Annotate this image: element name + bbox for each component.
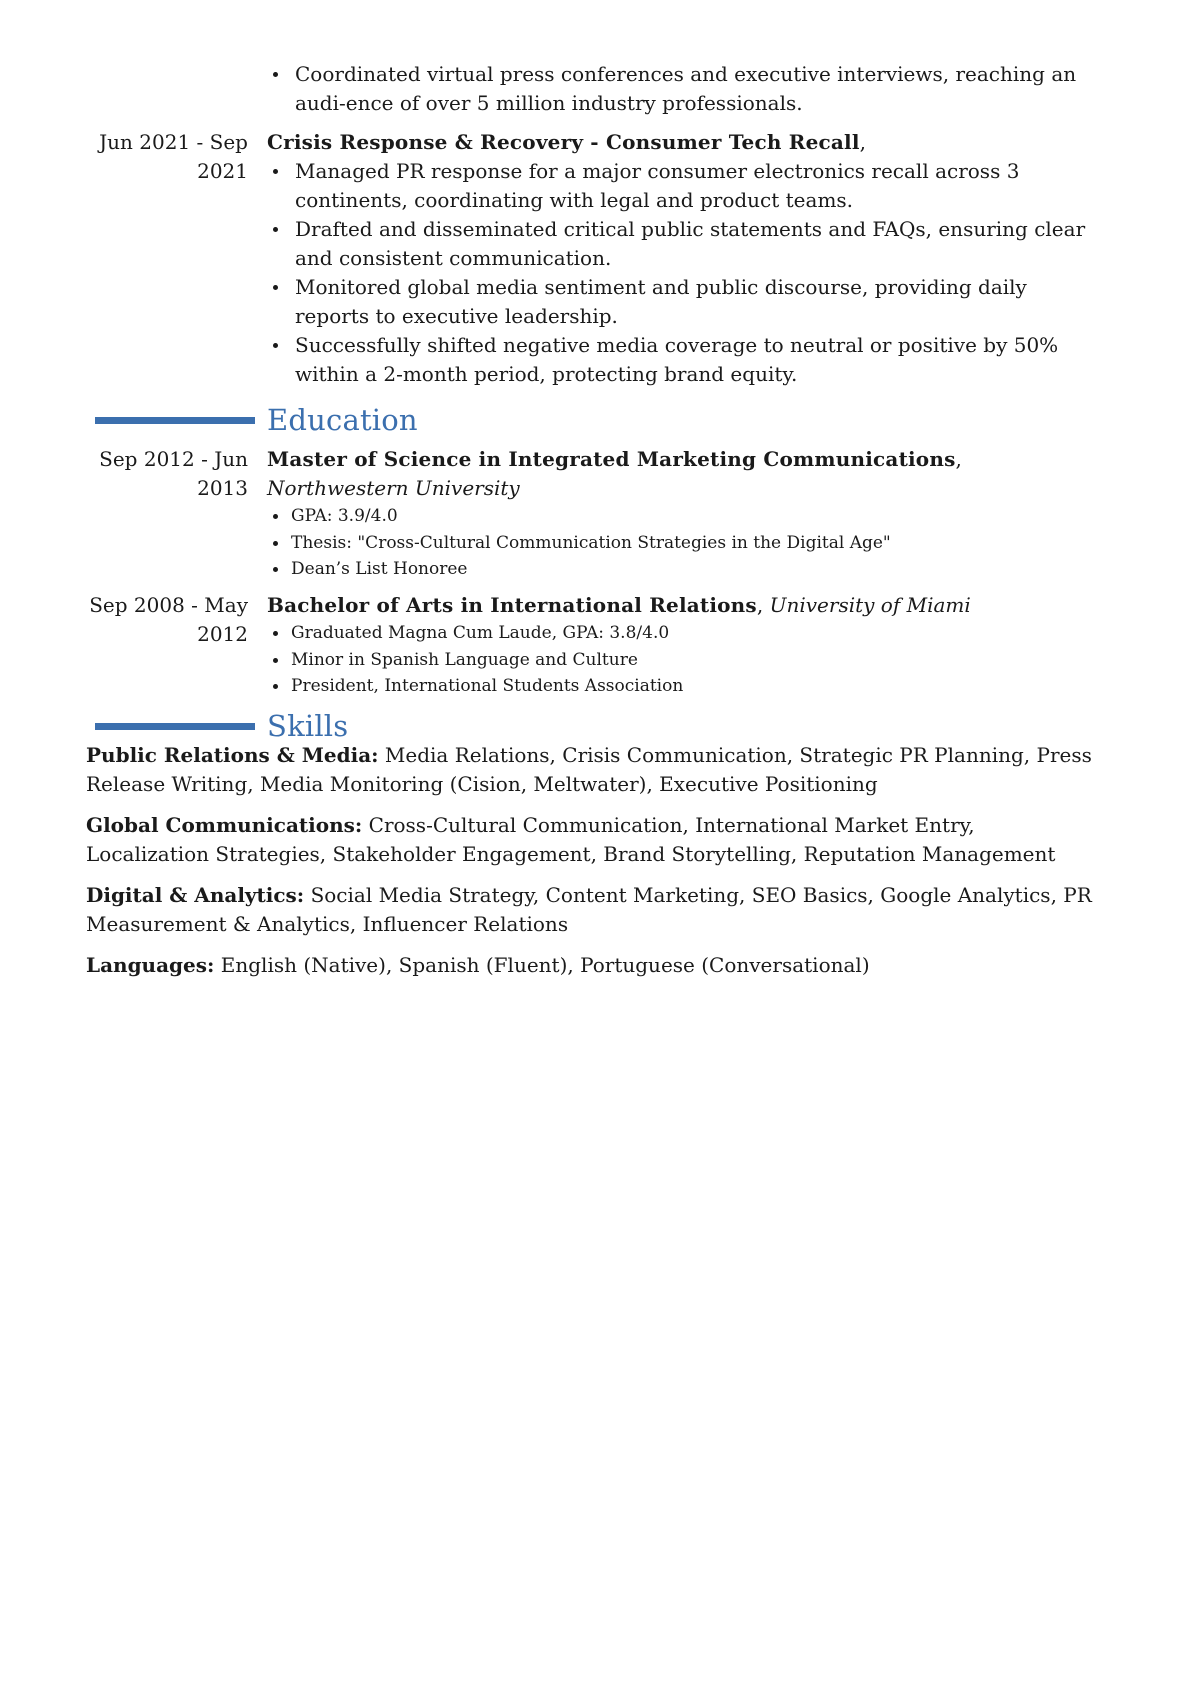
bullet-item: Graduated Magna Cum Laude, GPA: 3.8/4.0 xyxy=(267,620,1107,647)
entry-content xyxy=(267,445,1107,583)
bullet-item: Thesis: "Cross-Cultural Communication Strategies in the Digital Age" xyxy=(267,530,1107,557)
bullet-item: Coordinated virtual press conferences and executive interviews, reaching an audi-ence of over 5 million industry professionals. xyxy=(267,60,1107,118)
skill-item xyxy=(86,881,1096,939)
entry-content xyxy=(267,591,1107,700)
entry-bullets xyxy=(267,620,1107,700)
skill-value: Cross-Cultural Communication, International Market Entry, Localization Strategies, Stakeholder Engagement, Brand Storytelling, Reputation Management xyxy=(86,813,1056,866)
section-accent-bar xyxy=(95,723,255,730)
entry-title: Crisis Response & Recovery - Consumer Tech Recall xyxy=(267,130,860,154)
skill-item xyxy=(86,741,1096,799)
bullet-item: GPA: 3.9/4.0 xyxy=(267,503,1107,530)
skill-label: Global Communications: xyxy=(86,813,363,837)
entry-heading xyxy=(267,128,1107,157)
bullet-item: Managed PR response for a major consumer electronics recall across 3 continents, coordinating with legal and product teams. xyxy=(267,157,1107,215)
section-title: Skills xyxy=(267,709,349,743)
education-section-header xyxy=(0,403,1190,437)
skill-value: Social Media Strategy, Content Marketing, SEO Basics, Google Analytics, PR Measurement & Analytics, Influencer Relations xyxy=(86,883,1092,936)
continuation-content xyxy=(267,60,1107,118)
skill-item xyxy=(86,811,1096,869)
entry-date: Sep 2012 - Jun 2013 xyxy=(99,447,248,500)
bullet-item: Minor in Spanish Language and Culture xyxy=(267,647,1107,674)
degree-title: Bachelor of Arts in International Relations xyxy=(267,593,757,617)
skill-value: Media Relations, Crisis Communication, Strategic PR Planning, Press Release Writing, Media Monitoring (Cision, Meltwater), Executive Positioning xyxy=(86,743,1092,796)
entry-title-suffix: , xyxy=(859,130,866,154)
degree-title: Master of Science in Integrated Marketing Communications xyxy=(267,447,956,471)
entry-separator: , xyxy=(756,593,770,617)
entry-bullets xyxy=(267,503,1107,583)
bullet-item: President, International Students Association xyxy=(267,673,1107,700)
entry-date: Jun 2021 - Sep 2021 xyxy=(99,130,248,183)
entry-separator: , xyxy=(955,447,962,471)
skills-section-header xyxy=(0,709,1190,743)
bullet-item: Drafted and disseminated critical public statements and FAQs, ensuring clear and consistent communication. xyxy=(267,215,1107,273)
entry-bullets xyxy=(267,157,1107,389)
bullet-item: Successfully shifted negative media coverage to neutral or positive by 50% within a 2-month period, protecting brand equity. xyxy=(267,331,1107,389)
entry-heading xyxy=(267,591,1107,620)
entry-date: Sep 2008 - May 2012 xyxy=(89,593,248,646)
entry-content xyxy=(267,128,1107,389)
section-accent-bar xyxy=(95,417,255,424)
continuation-bullets xyxy=(267,60,1107,118)
school-name: University of Miami xyxy=(769,593,971,617)
skills-list xyxy=(86,741,1096,992)
skill-item xyxy=(86,951,1096,980)
bullet-item: Dean’s List Honoree xyxy=(267,556,1107,583)
skill-value: English (Native), Spanish (Fluent), Portuguese (Conversational) xyxy=(220,953,870,977)
school-name: Northwestern University xyxy=(267,476,520,500)
skill-label: Languages: xyxy=(86,953,215,977)
skill-label: Public Relations & Media: xyxy=(86,743,379,767)
entry-heading xyxy=(267,445,1107,503)
bullet-item: Monitored global media sentiment and public discourse, providing daily reports to executive leadership. xyxy=(267,273,1107,331)
skill-label: Digital & Analytics: xyxy=(86,883,305,907)
section-title: Education xyxy=(267,403,418,437)
